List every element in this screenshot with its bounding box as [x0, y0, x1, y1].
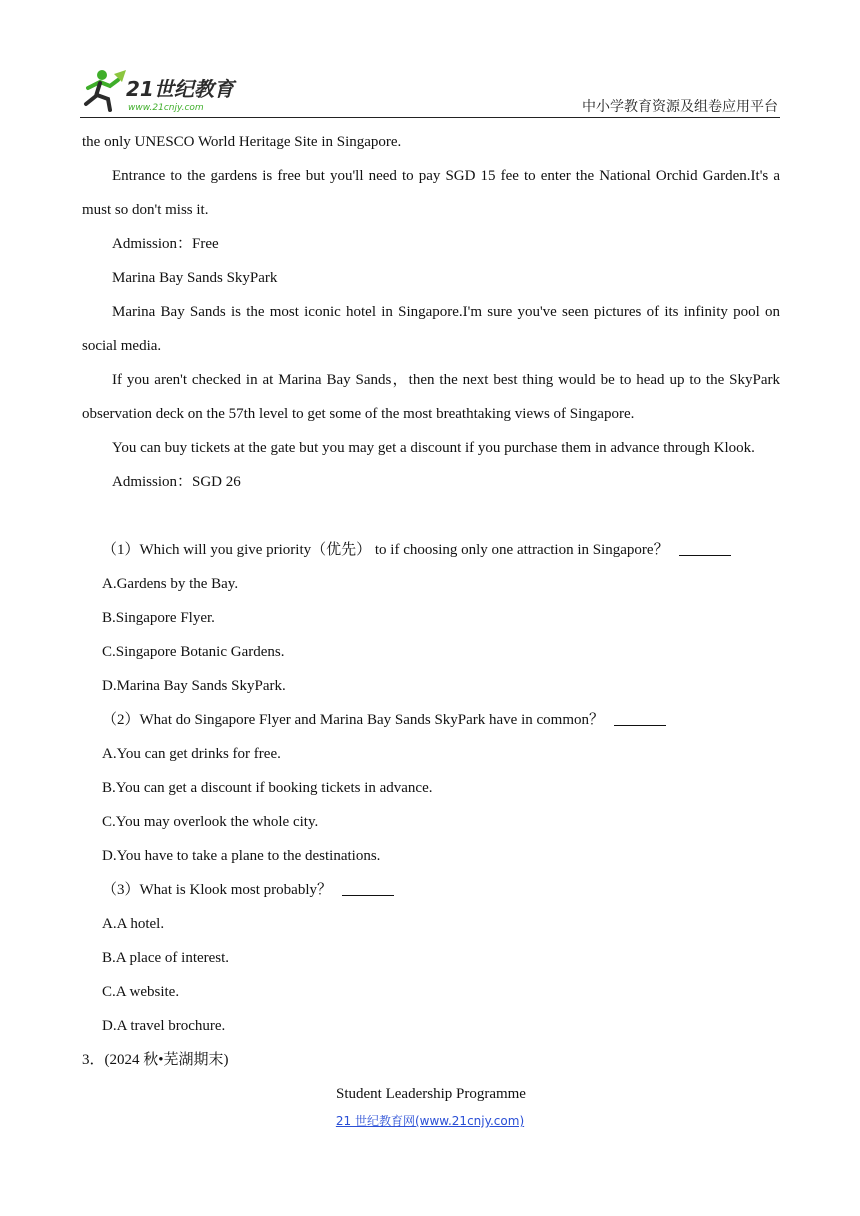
- option: B.You can get a discount if booking tickets in advance.: [102, 780, 433, 796]
- site-logo: [80, 66, 250, 116]
- option: D.Marina Bay Sands SkyPark.: [102, 678, 286, 694]
- document-body: [82, 125, 780, 1111]
- page-header: [80, 66, 780, 120]
- option: B.A place of interest.: [102, 950, 230, 966]
- next-item-label: 3．(2024 秋•芜湖期末): [82, 1052, 229, 1068]
- question-stem: （2）What do Singapore Flyer and Marina Bay Sands SkyPark have in common？: [102, 712, 605, 728]
- option: D.You have to take a plane to the destinations.: [102, 848, 381, 864]
- option: A.Gardens by the Bay.: [102, 576, 239, 592]
- option: C.A website.: [102, 984, 180, 1000]
- answer-blank[interactable]: [614, 711, 666, 726]
- option: D.A travel brochure.: [102, 1018, 226, 1034]
- answer-blank[interactable]: [342, 881, 394, 896]
- option: C.Singapore Botanic Gardens.: [102, 644, 285, 660]
- spacer: [82, 499, 780, 533]
- option: C.You may overlook the whole city.: [102, 814, 319, 830]
- admission-text: Admission：SGD 26: [112, 474, 241, 490]
- logo-url: www.21cnjy.com: [128, 103, 204, 113]
- passage-paragraph: If you aren't checked in at Marina Bay Sands，then the next best thing would be to head up to the SkyPark observation deck on the 57th level to get some of the most breathtaking views of Singapore.: [82, 372, 780, 422]
- question-stem: （1）Which will you give priority（优先） to if choosing only one attraction in Singapore？: [102, 542, 669, 558]
- logo-text: 21世纪教育: [126, 77, 234, 101]
- footer-link[interactable]: 21 世纪教育网(www.21cnjy.com): [335, 1114, 525, 1128]
- question-3: [82, 873, 780, 1043]
- question-2: [82, 703, 780, 873]
- page-footer: [0, 1112, 860, 1129]
- next-item-title: Student Leadership Programme: [336, 1086, 526, 1102]
- question-1: [82, 533, 780, 703]
- section-title: Marina Bay Sands SkyPark: [112, 270, 278, 286]
- passage-line: the only UNESCO World Heritage Site in Singapore.: [82, 134, 402, 150]
- admission-text: Admission：Free: [112, 236, 219, 252]
- passage-paragraph: Marina Bay Sands is the most iconic hotel in Singapore.I'm sure you've seen pictures of its infinity pool on social media.: [82, 304, 780, 354]
- option: A.A hotel.: [102, 916, 165, 932]
- passage-paragraph: You can buy tickets at the gate but you may get a discount if you purchase them in advance through Klook.: [112, 440, 755, 456]
- option: A.You can get drinks for free.: [102, 746, 281, 762]
- answer-blank[interactable]: [679, 541, 731, 556]
- question-stem: （3）What is Klook most probably？: [102, 882, 332, 898]
- header-divider: [80, 117, 780, 118]
- platform-tagline: 中小学教育资源及组卷应用平台: [582, 99, 778, 115]
- option: B.Singapore Flyer.: [102, 610, 215, 626]
- passage-paragraph: Entrance to the gardens is free but you'll need to pay SGD 15 fee to enter the National Orchid Garden.It's a must so don't miss it.: [82, 168, 780, 218]
